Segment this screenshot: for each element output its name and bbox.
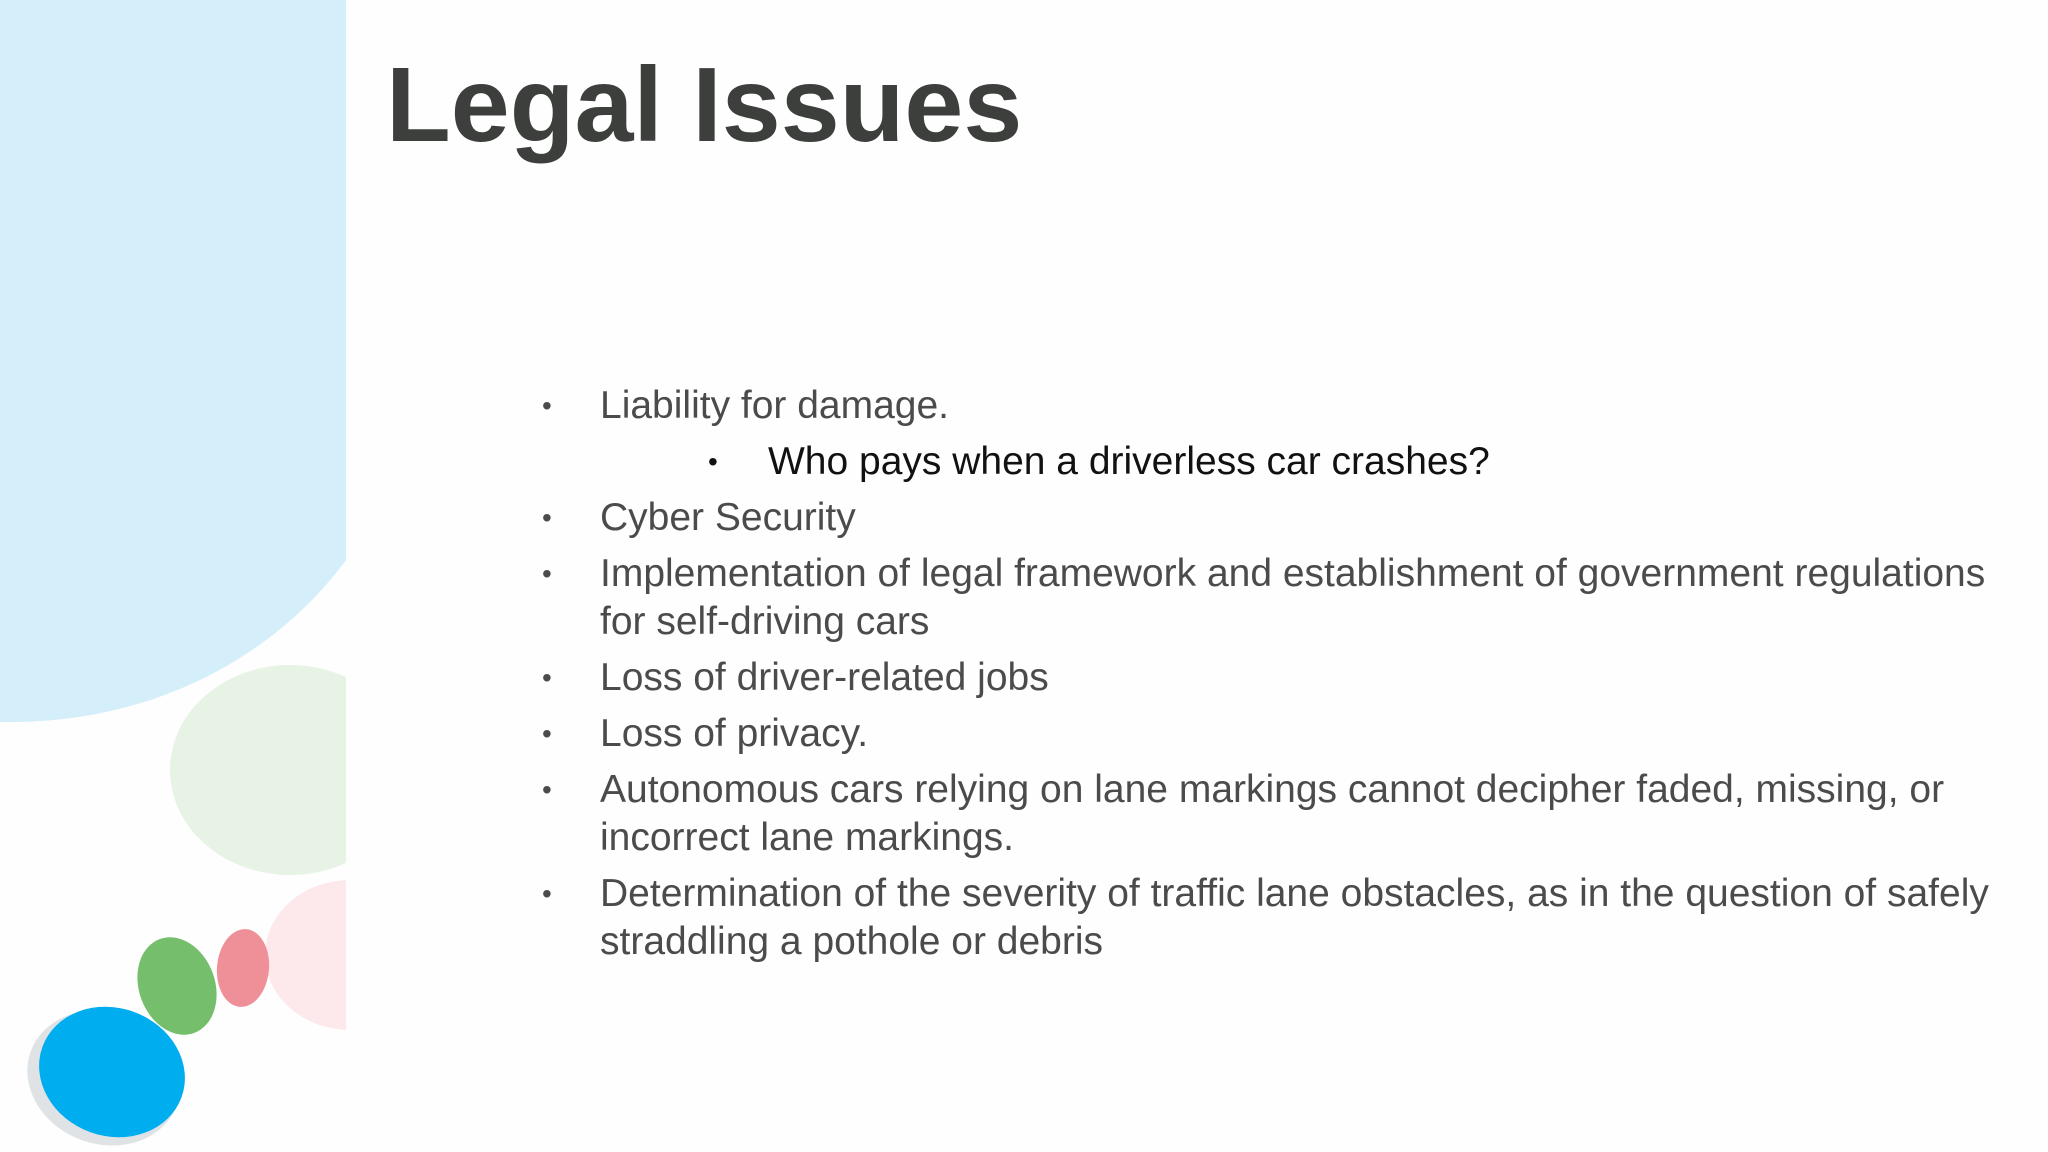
bullet-dot: • [542,558,552,589]
light-green-shape [170,665,360,875]
pink-oval [214,927,273,1009]
sub-bullet-item [708,438,2020,486]
bullet-text: Autonomous cars relying on lane markings cannot decipher faded, missing, or incorrect lane markings. [600,768,1945,859]
bullet-text: Implementation of legal framework and establishment of government regulations for self-driving cars [600,552,1986,643]
bullet-item [542,766,2020,862]
bullet-text: Determination of the severity of traffic lane obstacles, as in the question of safely straddling a pothole or debris [600,872,1989,963]
bullet-dot: • [542,718,552,749]
bullet-list [542,382,2020,974]
bullet-item [542,870,2020,966]
decorative-shapes [0,0,360,1152]
bullet-item [542,710,2020,758]
bullet-text: Loss of privacy. [600,712,869,755]
bullet-text: Who pays when a driverless car crashes? [768,440,1490,483]
bullet-text: Liability for damage. [600,384,950,427]
bullet-dot: • [542,502,552,533]
bullet-dot: • [542,390,552,421]
light-pink-shape [265,880,360,1030]
bullet-item [542,382,2020,430]
bullet-text: Loss of driver-related jobs [600,656,1049,699]
bullet-item [542,550,2020,646]
bullet-item [542,494,2020,542]
deco-mask [346,0,360,1152]
light-blue-shape [0,0,346,722]
bullet-dot: • [542,774,552,805]
bullet-dot: • [708,446,718,477]
bullet-dot: • [542,878,552,909]
bullet-item [542,654,2020,702]
bullet-text: Cyber Security [600,496,856,539]
bullet-dot: • [542,662,552,693]
slide-title: Legal Issues [386,46,1023,164]
